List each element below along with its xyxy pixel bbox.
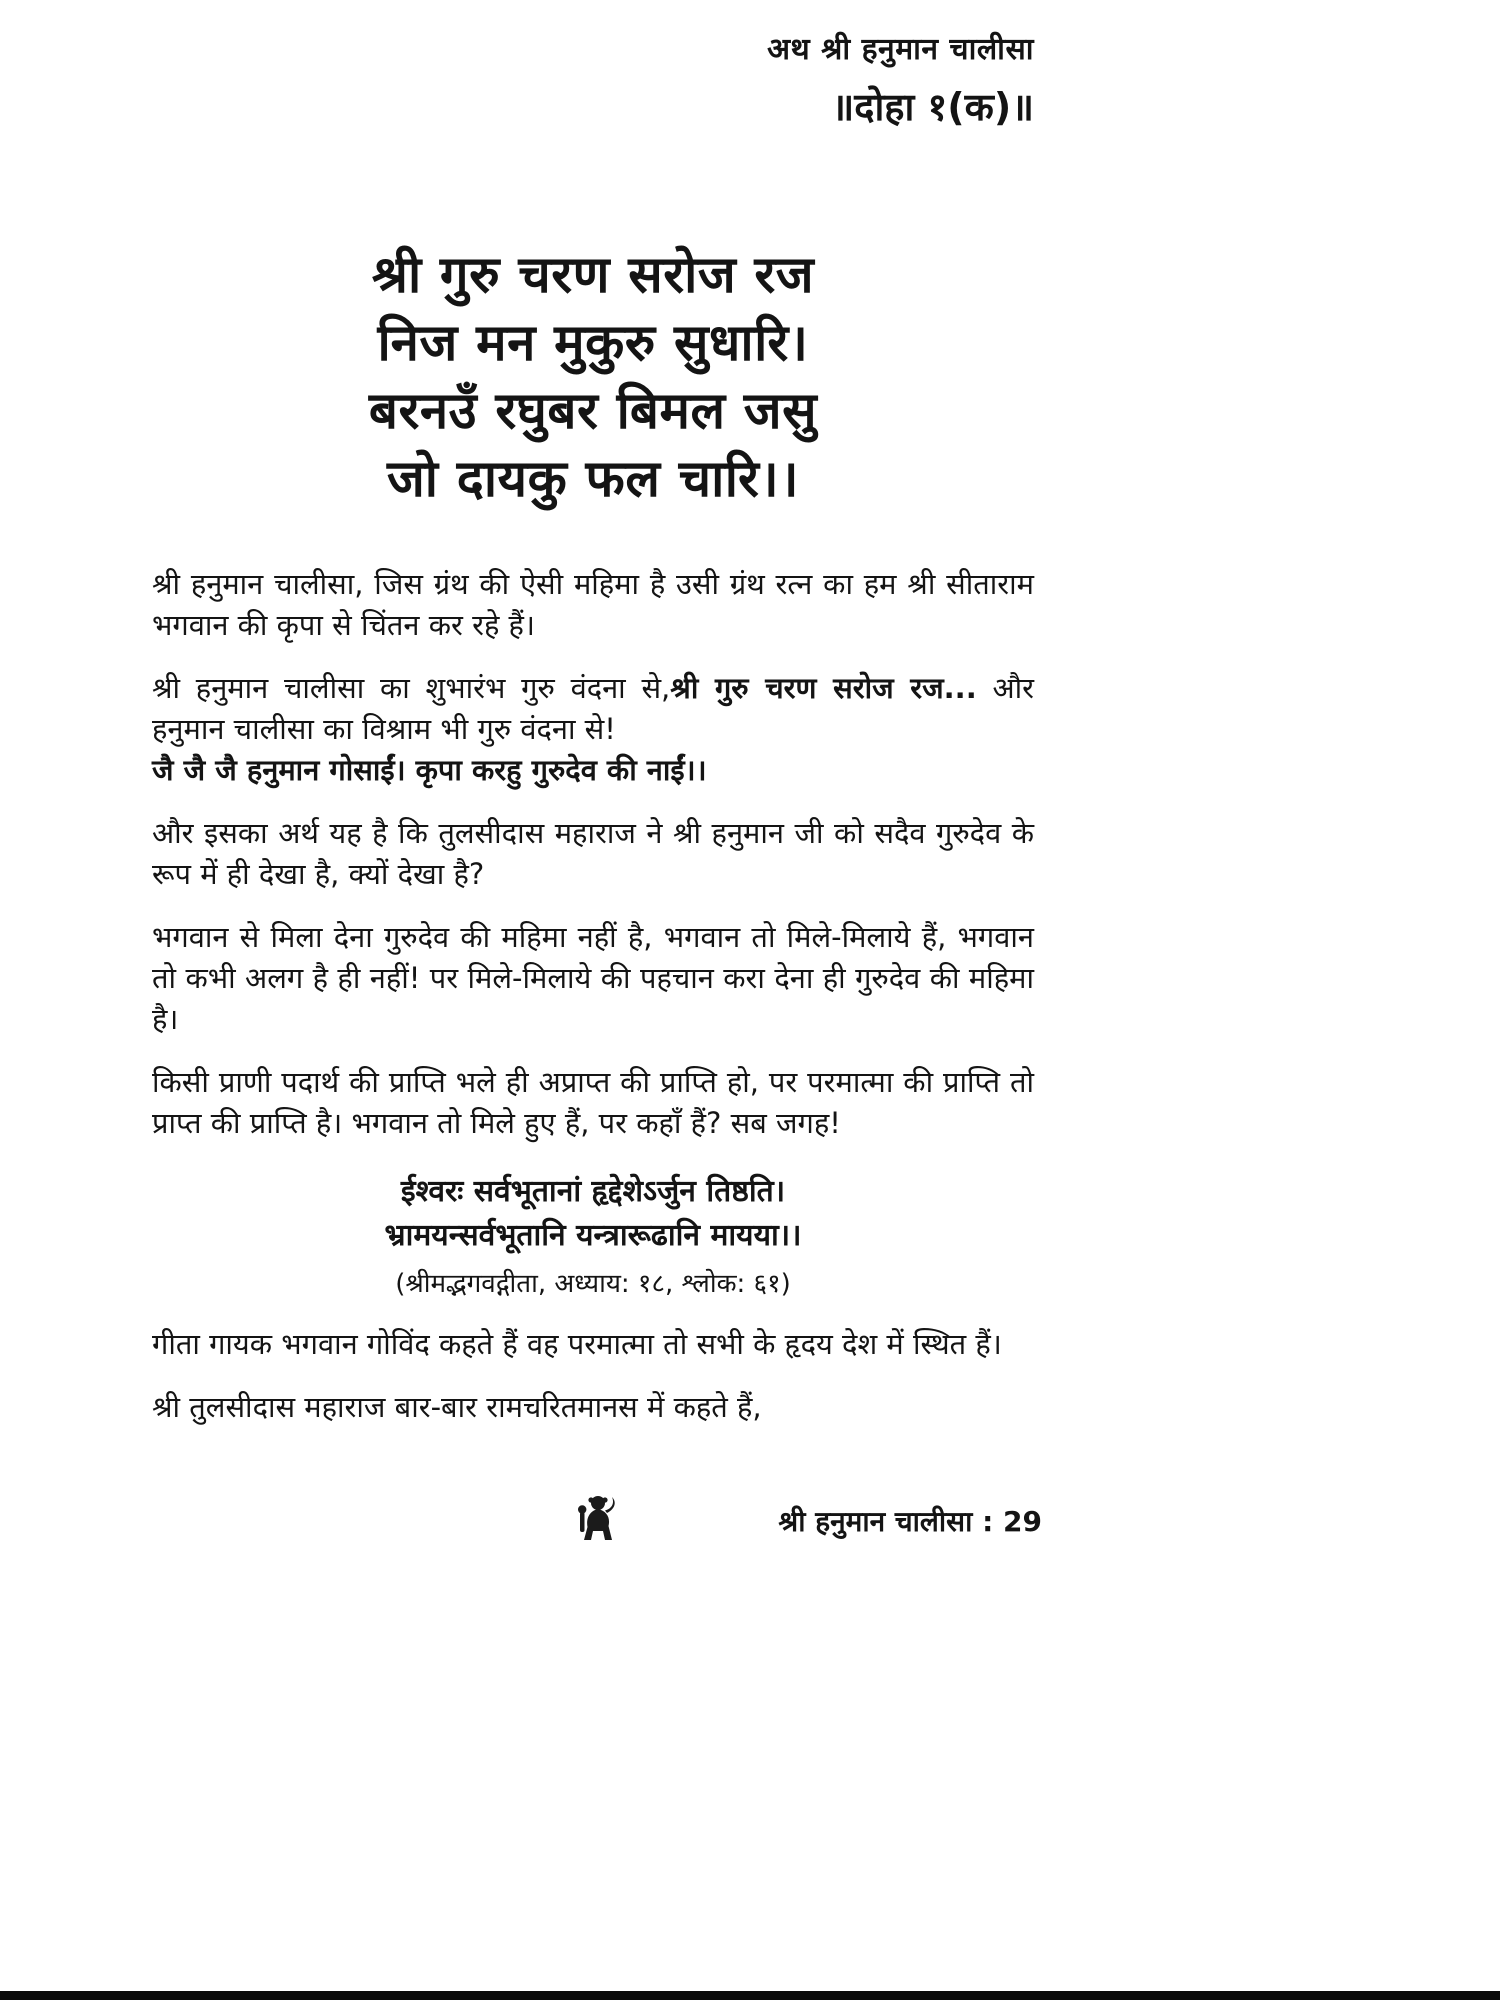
page-footer [152,1492,1042,1552]
commentary-paragraph: किसी प्राणी पदार्थ की प्राप्ति भले ही अप्राप्त की प्राप्ति हो, पर परमात्मा की प्राप्ति तो प्राप्त की प्राप्ति है। भगवान तो मिले हुए हैं, पर कहाँ हैं? सब जगह! [152,1065,1034,1140]
scan-edge-artifact [0,1991,1500,2000]
paragraph-text: श्री हनुमान चालीसा का शुभारंभ गुरु वंदना से, [152,671,671,705]
commentary-paragraph: श्री तुलसीदास महाराज बार-बार रामचरितमानस में कहते हैं, [152,1390,762,1424]
invocation-title: अथ श्री हनुमान चालीसा [767,32,1034,67]
hanuman-icon [574,1494,620,1552]
page-content [152,0,1034,1428]
doha-verse-line: निज मन मुकुरु सुधारि। [377,314,809,373]
shloka-line: भ्रामयन्सर्वभूतानि यन्त्रारूढानि मायया।। [384,1218,802,1253]
doha-number-label: ॥दोहा १(क)॥ [831,85,1034,129]
doha-verse-line: श्री गुरु चरण सरोज रज [371,246,815,305]
doha-verse [152,242,1034,514]
paragraph-text: और हनुमान चालीसा का विश्राम भी गुरु वंदना से! [152,671,1035,746]
shloka-line: ईश्वरः सर्वभूतानां हृद्देशेऽर्जुन तिष्ठति। [400,1174,786,1209]
gita-shloka [152,1170,1034,1258]
commentary-paragraph: श्री हनुमान चालीसा, जिस ग्रंथ की ऐसी महिमा है उसी ग्रंथ रत्न का हम श्री सीताराम भगवान की कृपा से चिंतन कर रहे हैं। [152,567,1034,642]
doha-verse-line: जो दायकु फल चारि।। [386,450,800,509]
quoted-verse-line: जै जै जै हनुमान गोसाईं। कृपा करहु गुरुदेव की नाईं।। [152,753,707,787]
doha-verse-line: बरनउँ रघुबर बिमल जसु [368,382,818,441]
commentary-body [152,564,1034,1428]
shloka-reference: (श्रीमद्भगवद्गीता, अध्याय: १८, श्लोक: ६१) [395,1269,791,1299]
quoted-verse-fragment: श्री गुरु चरण सरोज रज... [670,671,977,705]
commentary-paragraph: गीता गायक भगवान गोविंद कहते हैं वह परमात्मा तो सभी के हृदय देश में स्थित हैं। [152,1327,1002,1361]
commentary-paragraph: और इसका अर्थ यह है कि तुलसीदास महाराज ने श्री हनुमान जी को सदैव गुरुदेव के रूप में ही देखा है, क्यों देखा है? [152,816,1034,891]
page-header [152,0,1034,132]
commentary-paragraph [152,668,1034,791]
running-footer-page-number: श्री हनुमान चालीसा : 29 [778,1505,1042,1538]
commentary-paragraph: भगवान से मिला देना गुरुदेव की महिमा नहीं है, भगवान तो मिले-मिलाये हैं, भगवान तो कभी अलग है ही नहीं! पर मिले-मिलाये की पहचान करा देना ही गुरुदेव की महिमा है। [152,920,1034,1036]
